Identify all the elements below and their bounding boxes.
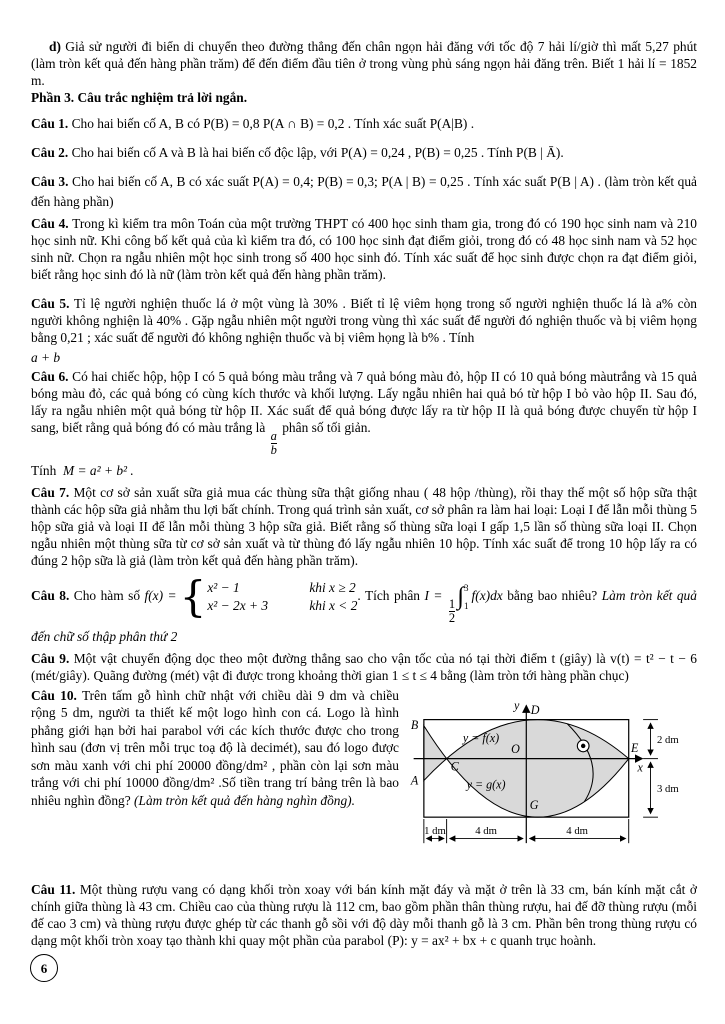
paragraph-d xyxy=(31,38,697,89)
question-3 xyxy=(31,172,697,212)
question-10-note: (Làm tròn kết quả đến hàng nghìn đồng). xyxy=(134,792,355,808)
question-3-text: Cho hai biến cố A, B có xác suất P(A) = 0,4; P(B) = 0,3; P(A | B) = 0,25 . Tính xác suất P(B | A) . (làm tròn kết quả đến hàng phần) xyxy=(31,174,697,209)
cases-brace: { xyxy=(179,572,207,622)
question-8: Câu 8. Cho hàm số f(x) ={ x² − 1 khi x ≥ 2 x² − 2x + 3 khi x < 2 . Tích phân I = $\frac{1}{2}$ ∫ 3 1 f(x)dx bằng bao nhiêu? Làm tròn kết quả đến chữ số thập phân thứ 2 xyxy=(31,572,697,644)
question-11-label: Câu 11. xyxy=(31,881,76,897)
label-curve-g: y = g(x) xyxy=(466,776,506,791)
question-4 xyxy=(31,215,697,283)
label-curve-f: y = f(x) xyxy=(462,730,500,745)
label-y-axis: y xyxy=(513,697,520,712)
fish-logo-svg xyxy=(409,691,697,869)
question-6-text: Có hai chiếc hộp, hộp I có 5 quả bóng màu trắng và 7 quả bóng màu đỏ, hộp II có 10 quả bóng màutrắng và 15 quả bóng màu đỏ, các quả bóng có cùng kích thước và khối lượng. Lấy ngẫu nhiên hai quả bó từ hộp I bỏ vào hộp II. Sau đó, lấy ra ngẫu nhiên một quả bóng từ hộp II. Xác suất để quả bóng được lấy ra từ hộp II là quả bóng được chuyển từ hộp I sang, biết rằng quả bóng đó có màu trắng là xyxy=(31,369,697,435)
question-10 xyxy=(31,687,697,873)
page-number-badge xyxy=(30,954,58,982)
question-1 xyxy=(31,113,697,135)
question-7 xyxy=(31,484,697,569)
question-5-formula: a + b xyxy=(31,350,61,365)
dim-label-4dm-left: 4 dm xyxy=(475,824,497,837)
label-E: E xyxy=(631,740,639,755)
question-8-note: Làm tròn kết quả đến chữ số thập phân thứ 2 xyxy=(31,588,697,644)
paragraph-d-label: d) xyxy=(49,39,61,54)
question-8-label: Câu 8. xyxy=(31,588,70,604)
dim-label-2dm: 2 dm xyxy=(657,733,679,746)
question-11 xyxy=(31,881,697,949)
label-D: D xyxy=(530,702,540,717)
question-5 xyxy=(31,295,697,346)
fraction-a-over-b: $\frac{a}{b}$ xyxy=(270,429,277,458)
question-2-text: Cho hai biến cố A và B là hai biến cố độc lập, với P(A) = 0,24 , P(B) = 0,25 . Tính P(B | Ā). xyxy=(71,145,564,160)
part-heading: Phần 3. Câu trắc nghiệm trả lời ngắn. xyxy=(31,90,248,105)
question-4-text: Trong kì kiểm tra môn Toán của một trường THPT có 400 học sinh tham gia, trong đó có 190 học sinh nam và 210 học sinh nữ. Khi công bố kết quả của kì kiểm tra đó, có 100 học sinh đạt điểm giỏi, trong đó có 48 học sinh nam và 52 học sinh nữ. Chọn ra ngẫu nhiên một học sinh trong số 400 học sinh đó. Tính xác suất để học sinh được chọn ra đạt điểm giỏi, biết rằng học sinh đó là nữ (làm tròn kết quả đến hàng phần trăm). xyxy=(31,216,697,282)
page-number: 6 xyxy=(40,960,48,976)
question-1-label: Câu 1. xyxy=(31,116,69,131)
fish-eye-pupil xyxy=(581,743,585,747)
label-G: G xyxy=(529,797,539,812)
dim-label-1dm: 1 dm xyxy=(424,824,446,837)
integrand: f(x)dx xyxy=(471,588,503,604)
question-11-text: Một thùng rượu vang có dạng khối tròn xoay với bán kính mặt đáy và mặt ở trên là 33 cm, bán kính mặt cắt ở chính giữa thùng là 43 cm. Chiều cao của thùng rượu là 112 cm, bao gồm phần thân thùng rượu, hai đế đỡ thùng rượu (mỗi đế cao 3 cm) và thùng rượu được ghép từ các thanh gỗ sồi với độ dày mỗi thanh gỗ là 3 cm. Phần bên trong thùng rượu có dạng một khối tròn xoay tạo thành khi quay một phần của parabol (P): y = ax² + bx + c quanh trục hoành. xyxy=(31,881,698,948)
question-4-label: Câu 4. xyxy=(31,216,69,231)
piecewise-cases: x² − 1 khi x ≥ 2 x² − 2x + 3 khi x < 2 xyxy=(207,580,358,614)
question-1-text: Cho hai biến cố A, B có P(B) = 0,8 P(A ∩ B) = 0,2 . Tính xác suất P(A|B) . xyxy=(71,116,475,131)
fish-logo-figure xyxy=(409,691,697,873)
dim-label-4dm-right: 4 dm xyxy=(566,824,588,837)
question-10-text-column: Câu 10. Trên tấm gỗ hình chữ nhật với chiều dài 9 dm và chiều rộng 5 dm, người ta thiết kế một logo hình con cá. Logo là hình phẳng giới hạn bởi hai parabol với các kích thước được cho trong hình sau (đơn vị trên mỗi trục toạ độ là decimét), sau đó logo được sơn màu xanh với chi phí 20000 đồng/dm² , phần còn lại sơn màu trắng với chi phí 10000 đồng/dm² .Số tiền trang trí bảng trên là bao nhiêu nghìn đồng? (Làm tròn kết quả đến hàng nghìn đồng). xyxy=(31,687,399,808)
integral-lhs: I = xyxy=(424,588,443,604)
question-3-label: Câu 3. xyxy=(31,174,69,189)
question-6-formula: Tính M = a² + b² . xyxy=(31,463,134,479)
question-2-label: Câu 2. xyxy=(31,145,69,160)
question-5-label: Câu 5. xyxy=(31,296,70,311)
question-7-label: Câu 7. xyxy=(31,485,70,501)
function-name: f(x) = xyxy=(144,588,177,604)
integral-bounds: 3 1 xyxy=(464,582,469,611)
question-10-label: Câu 10. xyxy=(31,687,77,703)
question-5-text: Tỉ lệ người nghiện thuốc lá ở một vùng là 30% . Biết tỉ lệ viêm họng trong số người nghiện thuốc lá là a% còn người không nghiện là 40% . Gặp ngẫu nhiên một người trong vùng thì xác suất để người đó nghiện thuốc và bị viêm họng bằng 0,21 ; xác suất để người đó không nghiện thuốc và bị viêm họng là b% . Tính xyxy=(31,296,697,345)
paragraph-d-text: Giả sử người đi biển di chuyển theo đường thẳng đến chân ngọn hải đăng với tốc độ 7 hải lí/giờ thì mất 5,27 phút (làm tròn kết quả đến hàng phần trăm) để đến điểm đầu tiên ở trong vùng phủ sáng ngọn hải đăng trên. Biết 1 hải lí = 1852 m. xyxy=(31,39,697,88)
label-A: A xyxy=(410,773,419,788)
label-x-axis: x xyxy=(637,760,643,775)
label-O: O xyxy=(511,741,520,756)
question-9 xyxy=(31,650,697,684)
question-6 xyxy=(31,368,697,457)
question-6-label: Câu 6. xyxy=(31,369,69,384)
question-2 xyxy=(31,142,697,164)
integral-sign: ∫ xyxy=(457,583,465,611)
label-B: B xyxy=(410,717,419,732)
question-9-label: Câu 9. xyxy=(31,650,70,666)
label-C: C xyxy=(450,759,459,774)
question-6-text2: phân số tối giản. xyxy=(278,420,371,435)
fraction-one-half: $\frac{1}{2}$ xyxy=(448,597,456,626)
question-7-text: Một cơ sở sản xuất sữa giả mua các thùng sữa thật giống nhau ( 48 hộp /thùng), rồi thay thế một số hộp sữa thật thành các hộp sữa giả nhằm thu lợi bất chính. Trong quá trình sản xuất, cơ sở phân ra làm hai loại: Loại I để lẫn mỗi thùng 5 hộp sữa giả và loại II để lẫn mỗi thùng 3 hộp sữa giả. Biết rằng số thùng sữa loại I gấp 1,5 lần số thùng sữa loại II. Chọn ngẫu nhiên một thùng sữa từ cơ sở sản xuất và từ thùng đó lấy ngẫu nhiên 10 hộp. Tính xác suất để trong 10 hộp lấy ra có đúng 2 hộp sữa là giả (làm tròn kết quả đến hàng phần trăm). xyxy=(31,485,697,569)
question-9-text: Một vật chuyển động dọc theo một đường thẳng sao cho vận tốc của nó tại thời điểm t (giây) là v(t) = t² − t − 6 (mét/giây). Quãng đường (mét) vật đi được trong khoảng thời gian 1 ≤ t ≤ 4 bằng (làm tròn tới hàng phần chục) xyxy=(31,650,697,683)
dim-label-3dm: 3 dm xyxy=(657,782,679,795)
